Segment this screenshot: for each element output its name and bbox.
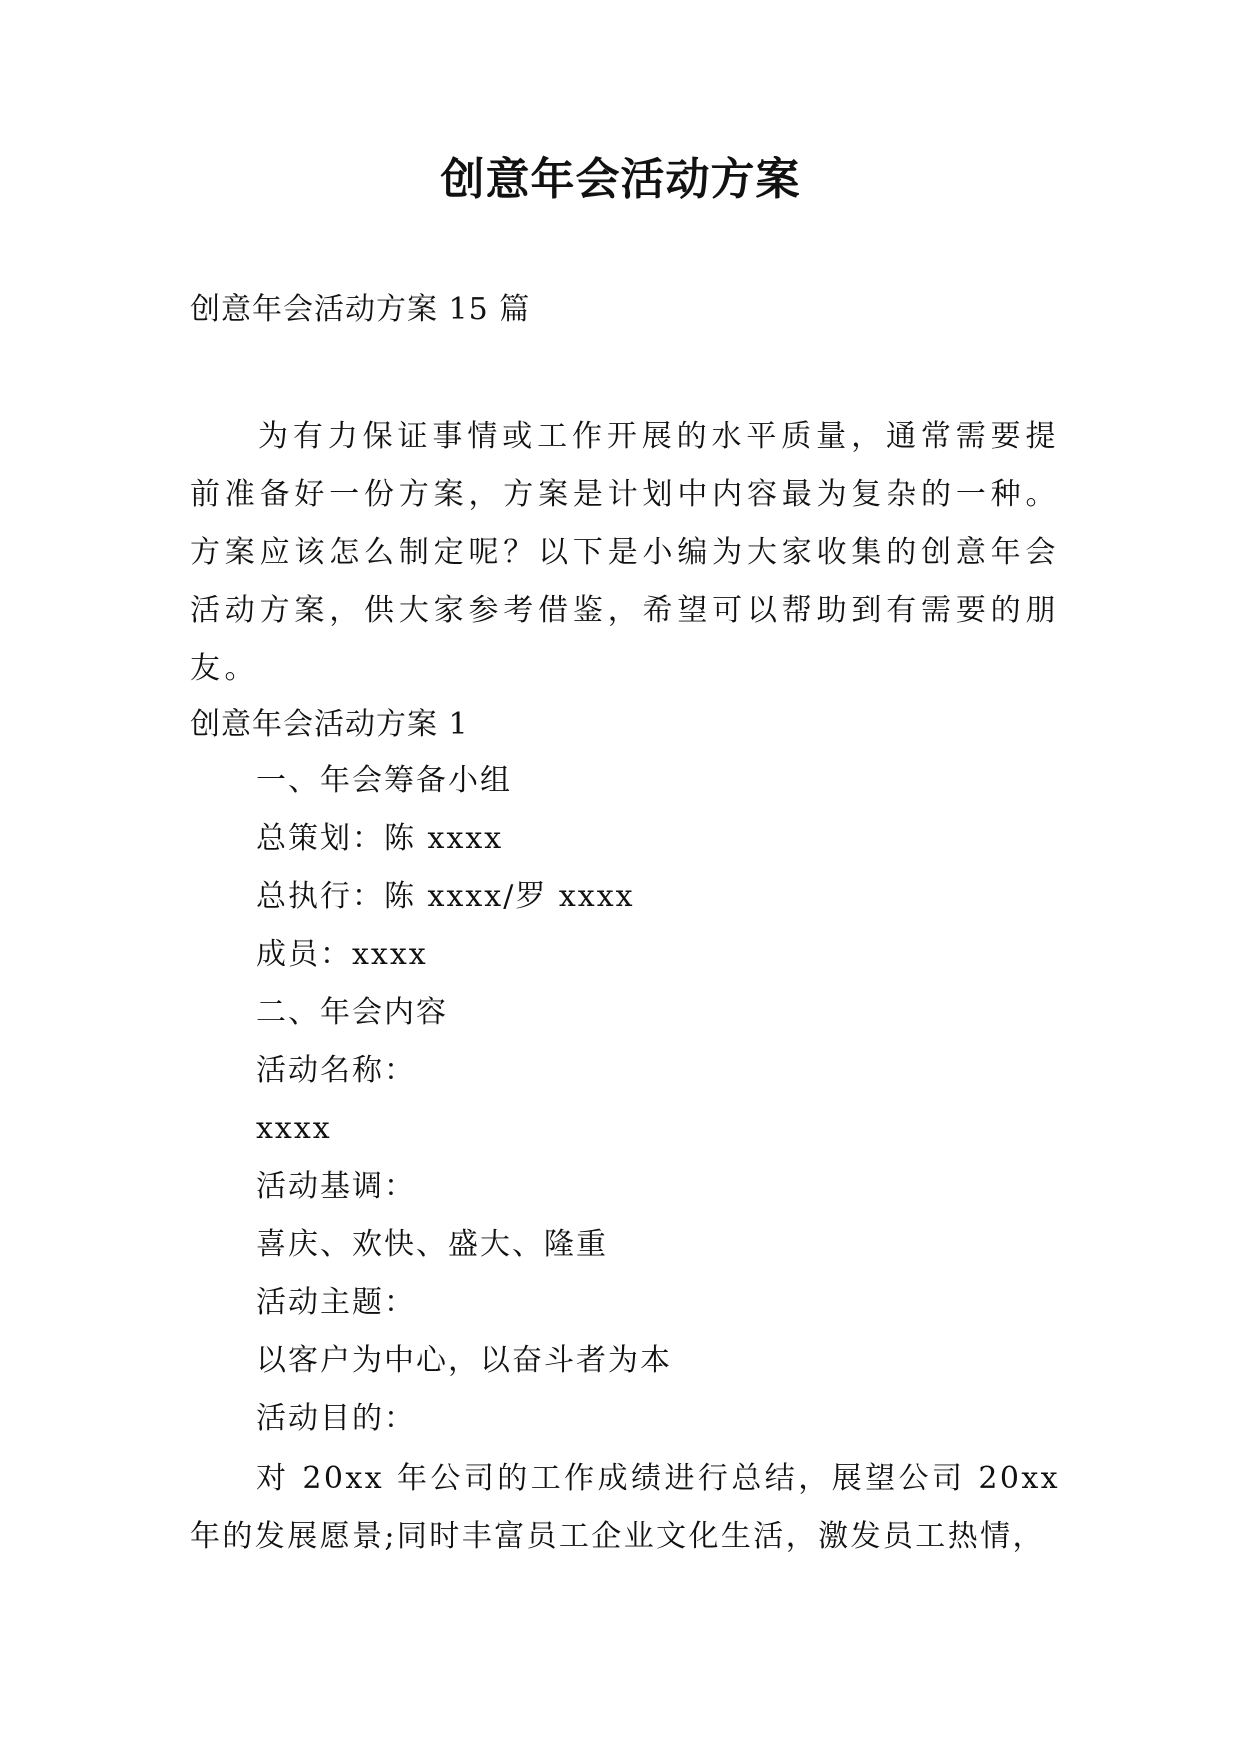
line-item: 二、年会内容: [256, 995, 448, 1030]
line-item: 活动目的：: [256, 1401, 416, 1436]
line-item: 总执行：陈 xxxx/罗 xxxx: [256, 879, 635, 914]
intro-paragraph: 为有力保证事情或工作开展的水平质量，通常需要提前准备好一份方案，方案是计划中内容最为复杂的一种。方案应该怎么制定呢？以下是小编为大家收集的创意年会活动方案，供大家参考借鉴，希望可以帮助到有需要的朋友。: [190, 419, 1060, 686]
line-item: 喜庆、欢快、盛大、隆重: [256, 1227, 608, 1262]
line-item: 总策划：陈 xxxx: [256, 821, 504, 856]
section-title: 创意年会活动方案 1: [190, 707, 469, 742]
line-item: xxxx: [256, 1111, 332, 1146]
document-title: 创意年会活动方案: [440, 154, 801, 205]
line-item: 活动基调：: [256, 1169, 416, 1204]
document-subtitle: 创意年会活动方案 15 篇: [190, 292, 531, 327]
line-item: 一、年会筹备小组: [256, 763, 512, 798]
body-paragraph: 对 20xx 年公司的工作成绩进行总结，展望公司 20xx 年的发展愿景;同时丰富员工企业文化生活，激发员工热情，: [190, 1461, 1060, 1554]
line-item: 以客户为中心，以奋斗者为本: [256, 1343, 672, 1378]
line-item: 活动主题：: [256, 1285, 416, 1320]
section-lines: [190, 752, 1060, 1448]
line-item: 活动名称：: [256, 1053, 416, 1088]
line-item: 成员：xxxx: [256, 937, 428, 972]
